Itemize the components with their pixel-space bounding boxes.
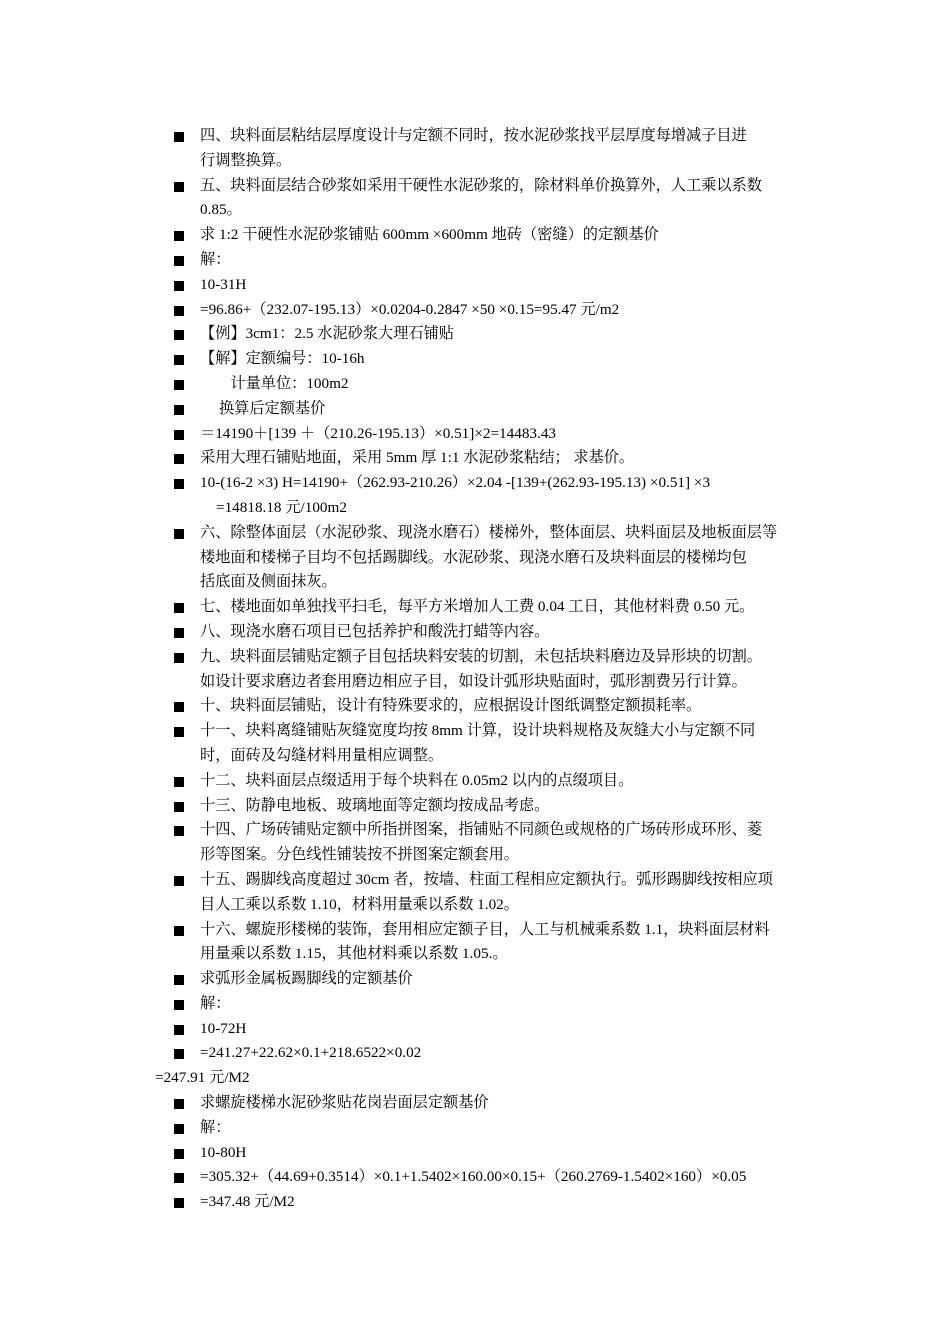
square-bullet-icon [174, 454, 184, 464]
paragraph-text: =305.32+（44.69+0.3514）×0.1+1.5402×160.00×0.15+（260.2769-1.5402×160）×0.05 [200, 1168, 747, 1186]
square-bullet-icon [174, 132, 184, 142]
list-item [174, 521, 814, 595]
square-bullet-icon [174, 330, 184, 340]
paragraph-text: 用量乘以系数 1.15，其他材料乘以系数 1.05.。 [200, 945, 508, 963]
list-item [174, 794, 814, 819]
list-item [174, 694, 814, 719]
paragraph-text: 十五、踢脚线高度超过 30cm 者，按墙、柱面工程相应定额执行。弧形踢脚线按相应项 [200, 870, 773, 888]
square-bullet-icon [174, 231, 184, 241]
list-item [174, 868, 814, 918]
paragraph-text: ＝14190＋[139 ＋（210.26-195.13）×0.51]×2=14483.43 [200, 424, 557, 442]
list-item [174, 471, 814, 521]
list-item [174, 1165, 814, 1190]
paragraph-text: 10-31H [200, 275, 247, 293]
square-bullet-icon [174, 975, 184, 985]
paragraph-text: =96.86+（232.07-195.13）×0.0204-0.2847 ×50 ×0.15=95.47 元/m2 [200, 300, 620, 318]
list-item [174, 1091, 814, 1116]
paragraph-text: 【例】3cm1：2.5 水泥砂浆大理石铺贴 [200, 325, 454, 343]
paragraph-text: 如设计要求磨边者套用磨边相应子目，如设计弧形块贴面时，弧形割费另行计算。 [200, 672, 747, 690]
list-item [174, 322, 814, 347]
paragraph-text: 五、块料面层结合砂浆如采用干硬性水泥砂浆的，除材料单价换算外，人工乘以系数 [200, 176, 762, 194]
paragraph-text: =347.48 元/M2 [200, 1193, 295, 1211]
paragraph-text: 十六、螺旋形楼梯的装饰，套用相应定额子目，人工与机械乘系数 1.1，块料面层材料 [200, 920, 770, 938]
square-bullet-icon [174, 702, 184, 712]
paragraph-text: 六、除整体面层（水泥砂浆、现浇水磨石）楼梯外，整体面层、块料面层及地板面层等 [200, 523, 778, 541]
list-item [174, 769, 814, 794]
paragraph-text: 目人工乘以系数 1.10，材料用量乘以系数 1.02。 [200, 895, 519, 913]
list-item [174, 1116, 814, 1141]
paragraph-text: 十三、防静电地板、玻璃地面等定额均按成品考虑。 [200, 796, 550, 814]
paragraph-text: 求螺旋楼梯水泥砂浆贴花岗岩面层定额基价 [200, 1094, 489, 1112]
paragraph-text: =14818.18 元/100m2 [216, 498, 347, 516]
paragraph-text: 七、楼地面如单独找平扫毛，每平方米增加人工费 0.04 工日，其他材料费 0.50 元。 [200, 598, 755, 616]
list-item [174, 446, 814, 471]
square-bullet-icon [174, 182, 184, 192]
paragraph-text: 形等图案。分色线性铺装按不拼图案定额套用。 [200, 846, 519, 864]
list-item [174, 347, 814, 372]
square-bullet-icon [174, 1124, 184, 1134]
list-item [174, 174, 814, 224]
paragraph-text: 解： [200, 250, 231, 268]
list-item [174, 223, 814, 248]
paragraph-text: 括底面及侧面抹灰。 [200, 573, 337, 591]
square-bullet-icon [174, 529, 184, 539]
list-item [174, 397, 814, 422]
square-bullet-icon [174, 1025, 184, 1035]
paragraph-text: 换算后定额基价 [200, 399, 326, 417]
list-item [174, 1141, 814, 1166]
square-bullet-icon [174, 1149, 184, 1159]
list-item [174, 1017, 814, 1042]
paragraph-text: 求弧形金属板踢脚线的定额基价 [200, 970, 413, 988]
square-bullet-icon [174, 802, 184, 812]
square-bullet-icon [174, 355, 184, 365]
paragraph-text: 四、块料面层粘结层厚度设计与定额不同时，按水泥砂浆找平层厚度每增减子目进 [200, 127, 747, 144]
paragraph-text: 十、块料面层铺贴，设计有特殊要求的，应根据设计图纸调整定额损耗率。 [200, 697, 702, 715]
square-bullet-icon [174, 306, 184, 316]
square-bullet-icon [174, 876, 184, 886]
list-item [174, 248, 814, 273]
square-bullet-icon [174, 603, 184, 613]
square-bullet-icon [174, 727, 184, 737]
paragraph-text: 十二、块料面层点缀适用于每个块料在 0.05m2 以内的点缀项目。 [200, 771, 634, 789]
square-bullet-icon [174, 380, 184, 390]
list-item [174, 645, 814, 695]
paragraph-text: 行调整换算。 [200, 151, 292, 169]
paragraph-text: 10-72H [200, 1019, 247, 1037]
list-item [174, 298, 814, 323]
paragraph-text: 0.85。 [200, 201, 242, 219]
square-bullet-icon [174, 1173, 184, 1183]
square-bullet-icon [174, 926, 184, 936]
square-bullet-icon [174, 653, 184, 663]
list-item [174, 273, 814, 298]
paragraph-text: 求 1:2 干硬性水泥砂浆铺贴 600mm ×600mm 地砖（密缝）的定额基价 [200, 226, 659, 244]
paragraph-text: 【解】定额编号：10-16h [200, 350, 365, 368]
paragraph-text: 采用大理石铺贴地面，采用 5mm 厚 1:1 水泥砂浆粘结； 求基价。 [200, 449, 635, 467]
paragraph-text: 计量单位：100m2 [200, 374, 349, 392]
square-bullet-icon [174, 281, 184, 291]
list-item [174, 1041, 814, 1066]
square-bullet-icon [174, 1049, 184, 1059]
square-bullet-icon [174, 1099, 184, 1109]
list-item [174, 992, 814, 1017]
paragraph-text: 十四、广场砖铺贴定额中所指拼图案，指铺贴不同颜色或规格的广场砖形成环形、菱 [200, 821, 762, 839]
paragraph-text: 10-80H [200, 1143, 247, 1161]
square-bullet-icon [174, 628, 184, 638]
square-bullet-icon [174, 256, 184, 266]
square-bullet-icon [174, 1000, 184, 1010]
square-bullet-icon [174, 405, 184, 415]
paragraph-text: 楼地面和楼梯子目均不包括踢脚线。水泥砂浆、现浇水磨石及块料面层的楼梯均包 [200, 548, 747, 566]
square-bullet-icon [174, 826, 184, 836]
list-item [174, 595, 814, 620]
square-bullet-icon [174, 1198, 184, 1208]
list-item [174, 620, 814, 645]
paragraph-text: 10-(16-2 ×3) H=14190+（262.93-210.26）×2.04 -[139+(262.93-195.13) ×0.51] ×3 [200, 474, 711, 492]
document-body [155, 124, 814, 1215]
list-item [174, 372, 814, 397]
list-item [174, 967, 814, 992]
paragraph-text: 九、块料面层铺贴定额子目包括块料安装的切割，未包括块料磨边及异形块的切割。 [200, 647, 762, 665]
paragraph-text: 时，面砖及勾缝材料用量相应调整。 [200, 746, 443, 764]
list-item [174, 719, 814, 769]
list-item [174, 818, 814, 868]
list-item [174, 1190, 814, 1215]
paragraph-text: =241.27+22.62×0.1+218.6522×0.02 [200, 1044, 422, 1062]
list-item [174, 422, 814, 447]
paragraph-text: 解： [200, 994, 231, 1012]
square-bullet-icon [174, 777, 184, 787]
paragraph-text: =247.91 元/M2 [155, 1069, 250, 1087]
paragraph-text: 八、现浇水磨石项目已包括养护和酸洗打蜡等内容。 [200, 622, 550, 640]
paragraph-text: 解： [200, 1118, 231, 1136]
list-item [174, 918, 814, 968]
paragraph-text: 十一、块料离缝铺贴灰缝宽度均按 8mm 计算，设计块料规格及灰缝大小与定额不同 [200, 722, 756, 740]
square-bullet-icon [174, 479, 184, 489]
square-bullet-icon [174, 430, 184, 440]
list-item [174, 124, 814, 174]
